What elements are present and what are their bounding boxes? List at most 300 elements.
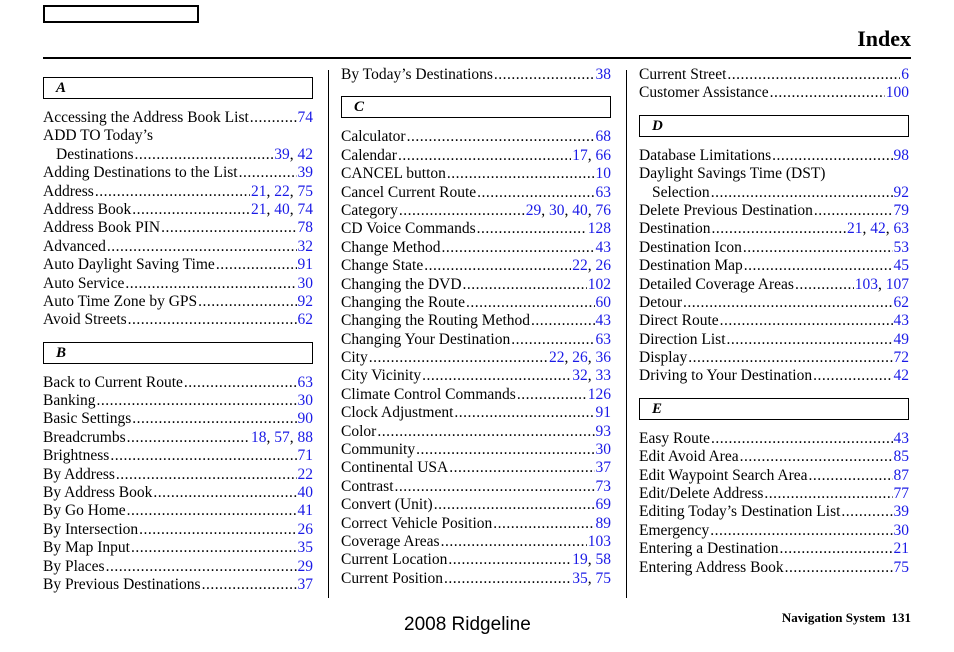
page-refs [596,66,612,84]
entry-label: Daylight Savings Time (DST) [639,165,826,183]
entry-label: By Today’s Destinations [341,66,493,83]
page-link[interactable]: 92 [297,292,313,310]
index-entry [43,447,313,465]
page-refs: 32, 33 [572,367,611,385]
page-link[interactable]: 26 [572,349,588,367]
page-link[interactable]: 103 [854,275,878,293]
page-refs: 21, 22, 75 [251,182,313,200]
dot-leader [132,410,296,428]
page-link[interactable]: 75 [297,182,313,200]
entry-label: Changing the DVD [341,275,462,293]
page-link[interactable]: 63 [595,330,611,348]
page-link[interactable]: 30 [297,392,313,410]
dot-leader [727,331,893,349]
page-refs [298,410,314,428]
index-entry [341,570,611,588]
page-refs [596,239,612,257]
index-entry [341,386,611,404]
page-link[interactable]: 40 [572,201,588,219]
page-refs [894,239,910,257]
page-link[interactable]: 40 [297,484,313,502]
index-entry [639,559,909,577]
index-entry [341,276,611,294]
index-entry [341,367,611,385]
dot-leader [250,109,297,127]
entry-label: Changing Your Destination [341,330,511,348]
dot-leader [444,570,571,588]
dot-leader [449,459,594,477]
index-entry [43,466,313,484]
page-link[interactable]: 63 [893,220,909,238]
page-link[interactable]: 98 [893,146,909,164]
page-link[interactable]: 43 [595,312,611,330]
page-link[interactable]: 21 [251,200,267,218]
dot-leader [727,66,900,84]
entry-label: Auto Service [43,274,125,292]
page-title: Index [857,26,911,51]
index-entry [341,441,611,459]
index-entry [639,367,909,385]
dot-leader [441,533,587,551]
index-column-2 [341,66,611,588]
page-link[interactable]: 73 [595,477,611,495]
index-entry [341,349,611,367]
index-entry [43,219,313,237]
index-entry [341,239,611,257]
page-link[interactable]: 103 [587,532,611,550]
page-link[interactable]: 21 [847,220,863,238]
page-link[interactable]: 66 [595,146,611,164]
dot-leader [127,429,250,447]
page-link[interactable]: 39 [274,145,290,163]
entry-label: Driving to Your Destination [639,367,813,385]
page-link[interactable]: 30 [595,441,611,459]
footer-page-info [782,610,911,626]
page-link[interactable]: 126 [587,385,611,403]
entry-label: Destination Icon [639,238,742,256]
dot-leader [841,503,892,521]
page-link[interactable]: 89 [595,514,611,532]
entry-label: Current Position [341,569,444,587]
page-link[interactable]: 100 [885,84,909,102]
index-entry [43,521,313,539]
index-entry [43,502,313,520]
index-entry [639,522,909,540]
index-entry [341,202,611,220]
page-link[interactable]: 63 [595,183,611,201]
page-link[interactable]: 43 [893,429,909,447]
column-divider [626,70,627,598]
page-link[interactable]: 21 [251,182,267,200]
page-link[interactable]: 29 [525,201,542,219]
page-link[interactable]: 75 [893,558,909,576]
page-link[interactable]: 49 [893,330,909,348]
page-link[interactable]: 35 [297,539,313,557]
dot-leader [153,484,296,502]
page-link[interactable]: 39 [297,164,313,182]
page-refs [596,423,612,441]
entry-label: Current Location [341,551,448,569]
page-link[interactable]: 60 [595,293,611,311]
page-link[interactable]: 17 [572,146,588,164]
page-link[interactable]: 29 [297,557,313,575]
section-heading: C [341,96,611,118]
dot-leader [493,515,594,533]
page-refs: 29, 30, 40, 76 [525,201,611,219]
page-link[interactable]: 91 [595,404,611,422]
page-link[interactable]: 32 [297,237,313,255]
index-entry [341,496,611,514]
dot-leader [128,311,297,329]
entry-label: Address Book [43,200,132,218]
entry-label: Brightness [43,447,110,465]
page-refs [298,238,314,256]
entry-label: Accessing the Address Book List [43,109,249,126]
page-link[interactable]: 33 [595,367,611,385]
entry-label: Basic Settings [43,410,132,428]
page-refs [298,219,314,237]
index-entry [43,109,313,127]
entry-label: Entering a Destination [639,540,779,558]
index-entry [341,147,611,165]
index-entry [43,146,313,164]
page-link[interactable]: 77 [893,485,909,503]
page-link[interactable]: 62 [297,311,313,329]
dot-leader [135,146,274,164]
page-link[interactable]: 58 [595,551,611,569]
page-link[interactable]: 22 [549,349,565,367]
page-link[interactable]: 87 [893,466,909,484]
index-entry [43,311,313,329]
index-entry [639,503,909,521]
page-refs [596,478,612,496]
index-entry [341,515,611,533]
entry-label: By Address Book [43,484,153,502]
entry-label: By Places [43,557,105,575]
page-refs [596,496,612,514]
entry-label: Calendar [341,146,397,164]
index-entry [43,164,313,182]
page-link[interactable]: 74 [297,200,313,218]
index-entry [341,312,611,330]
index-entry [43,238,313,256]
page-link[interactable]: 6 [901,66,909,83]
dot-leader [198,293,296,311]
page-refs [596,128,612,146]
index-entry [43,558,313,576]
index-entry [43,256,313,274]
page-link[interactable]: 71 [297,447,313,465]
page-refs [596,515,612,533]
entry-label: Community [341,441,416,459]
dot-leader [772,147,892,165]
page-link[interactable]: 37 [595,459,611,477]
page-link[interactable]: 74 [297,109,313,126]
entry-label: Direction List [639,330,726,348]
entry-label: Clock Adjustment [341,404,454,422]
footer-model: 2008 Ridgeline [404,614,531,635]
dot-leader [447,165,595,183]
page-link[interactable]: 88 [297,428,313,446]
entry-label: By Intersection [43,520,139,538]
page-refs: 22, 26, 36 [549,349,611,367]
page-link[interactable]: 30 [297,274,313,292]
index-entry [639,312,909,330]
dot-leader [216,256,297,274]
page-refs [298,539,314,557]
dot-leader [511,331,594,349]
page-link[interactable]: 10 [595,165,611,183]
index-entry [43,576,313,594]
dot-leader [377,423,594,441]
page-link[interactable]: 42 [870,220,886,238]
page-refs [596,294,612,312]
page-link[interactable]: 32 [572,367,588,385]
index-entry [341,423,611,441]
dot-leader [795,276,854,294]
dot-leader [463,276,587,294]
page-link[interactable]: 22 [572,257,588,275]
page-link[interactable]: 92 [893,183,909,201]
entry-label: Climate Control Commands [341,385,516,403]
page-link[interactable]: 75 [595,569,611,587]
entry-label: Banking [43,392,96,410]
dot-leader [161,219,296,237]
entry-label: Address [43,182,94,200]
dot-leader [711,430,892,448]
page-link[interactable]: 18 [251,428,267,446]
dot-leader [106,558,297,576]
index-entry [639,184,909,202]
entry-label: Cancel Current Route [341,183,477,201]
dot-leader [416,441,594,459]
dot-leader [131,539,297,557]
entry-label: Edit/Delete Address [639,485,764,503]
page-link[interactable]: 79 [893,201,909,219]
page-link[interactable]: 76 [595,201,611,219]
page-link[interactable]: 21 [893,540,909,558]
dot-leader [517,386,587,404]
page-refs [894,349,910,367]
entry-label: Changing the Routing Method [341,312,531,330]
page-link[interactable]: 26 [297,520,313,538]
page-link[interactable]: 19 [572,551,588,569]
page-refs [298,374,314,392]
index-entry [639,276,909,294]
index-entry [341,165,611,183]
index-entry [43,201,313,219]
page-refs [298,466,314,484]
page-link[interactable]: 42 [893,367,909,385]
dot-leader [97,392,297,410]
entry-label: Direct Route [639,312,719,330]
dot-leader [720,312,893,330]
entry-label: Adding Destinations to the List [43,164,238,182]
dot-leader [477,184,594,202]
page-link[interactable]: 57 [274,428,290,446]
page-refs [894,147,910,165]
entry-label: ADD TO Today’s [43,127,154,145]
dot-leader [407,128,595,146]
section-heading: A [43,77,313,99]
dot-leader [369,349,548,367]
page-refs [901,66,909,84]
entry-label: Edit Waypoint Search Area [639,466,808,484]
entry-label: Destination Map [639,257,743,275]
index-entry [43,429,313,447]
page-refs [894,559,910,577]
section-heading: D [639,115,909,137]
page-link[interactable]: 26 [595,257,611,275]
dot-leader [399,202,525,220]
page-refs [894,184,910,202]
entry-label: City [341,349,368,367]
index-entry [639,84,909,102]
dot-leader [239,164,297,182]
dot-leader [441,239,594,257]
page-refs [298,484,314,502]
entry-label: Editing Today’s Destination List [639,503,841,521]
page-link[interactable]: 38 [595,66,611,83]
dot-leader [132,201,250,219]
page-link[interactable]: 85 [893,448,909,466]
dot-leader [448,551,571,569]
page-link[interactable]: 22 [274,182,290,200]
page-link[interactable]: 43 [595,238,611,256]
dot-leader [779,540,892,558]
dot-leader [139,521,296,539]
index-entry [341,66,611,84]
entry-label: Entering Address Book [639,558,784,576]
page-refs [298,521,314,539]
entry-label: Database Limitations [639,146,772,164]
page-refs [894,503,910,521]
page-link[interactable]: 30 [549,201,565,219]
page-link[interactable]: 42 [297,145,313,163]
page-link[interactable]: 22 [297,465,313,483]
index-entry [341,257,611,275]
index-entry [639,66,909,84]
page-refs: 21, 42, 63 [847,220,909,238]
page-link[interactable]: 128 [587,220,611,238]
page-link[interactable]: 72 [893,349,909,367]
entry-label: Emergency [639,521,710,539]
dot-leader [110,447,296,465]
entry-label: Auto Daylight Saving Time [43,256,215,274]
index-entry [43,183,313,201]
page-link[interactable]: 39 [893,503,909,521]
dot-leader [95,183,250,201]
entry-label: Display [639,349,688,367]
page-link[interactable]: 41 [297,502,313,520]
page-refs: 35, 75 [572,569,611,587]
page-refs [894,202,910,220]
entry-label: Back to Current Route [43,373,183,391]
page-link[interactable]: 53 [893,238,909,256]
dot-leader [809,467,893,485]
dot-leader [477,220,587,238]
page-link[interactable]: 45 [893,257,909,275]
page-link[interactable]: 35 [572,569,588,587]
dot-leader [683,294,892,312]
page-refs [588,386,611,404]
dot-leader [740,448,893,466]
dot-leader [422,367,571,385]
page-link[interactable]: 36 [595,349,611,367]
dot-leader [107,238,297,256]
entry-label: Calculator [341,128,406,146]
index-entry [43,392,313,410]
page-link[interactable]: 37 [297,575,313,593]
page-refs [894,430,910,448]
page-link[interactable]: 90 [297,410,313,428]
index-entry [43,539,313,557]
index-entry [639,331,909,349]
page-refs [588,220,611,238]
index-entry [43,275,313,293]
dot-leader [711,184,893,202]
page-link[interactable]: 102 [587,275,611,293]
entry-label: CD Voice Commands [341,220,476,238]
page-link[interactable]: 78 [297,219,313,237]
entry-label: Change State [341,257,424,275]
entry-label: Address Book PIN [43,219,161,237]
entry-label: Category [341,201,398,219]
page-refs [596,184,612,202]
page-link[interactable]: 69 [595,496,611,514]
entry-label: Destination [639,220,711,238]
page-refs [298,447,314,465]
index-entry [341,459,611,477]
dot-leader [785,559,893,577]
page-refs [298,392,314,410]
index-entry [341,404,611,422]
entry-label: Customer Assistance [639,84,769,102]
page-link[interactable]: 40 [274,200,290,218]
entry-label: By Address [43,465,115,483]
entry-label: Correct Vehicle Position [341,514,493,532]
entry-label: Continental USA [341,459,449,477]
entry-label: Change Method [341,238,441,256]
entry-label: Color [341,422,377,440]
page-link[interactable]: 63 [297,373,313,391]
index-column-3 [639,66,909,577]
column-divider [328,70,329,598]
footer-section: Navigation System [781,610,886,625]
page-refs [298,164,314,182]
dot-leader [531,312,594,330]
page-refs [596,165,612,183]
page-link[interactable]: 91 [297,256,313,274]
index-entry [639,147,909,165]
page-link[interactable]: 30 [893,521,909,539]
page-refs [894,331,910,349]
entry-label: Current Street [639,66,727,83]
section-heading: E [639,398,909,420]
page-refs [298,275,314,293]
page-link[interactable]: 93 [595,422,611,440]
page-link[interactable]: 62 [893,293,909,311]
page-refs [298,109,314,127]
page-link[interactable]: 107 [885,275,909,293]
page-link[interactable]: 43 [893,312,909,330]
entry-label: Avoid Streets [43,311,127,329]
page-link[interactable]: 68 [595,128,611,146]
dot-leader [202,576,297,594]
index-entry [341,331,611,349]
page-refs [596,312,612,330]
page-refs [298,558,314,576]
